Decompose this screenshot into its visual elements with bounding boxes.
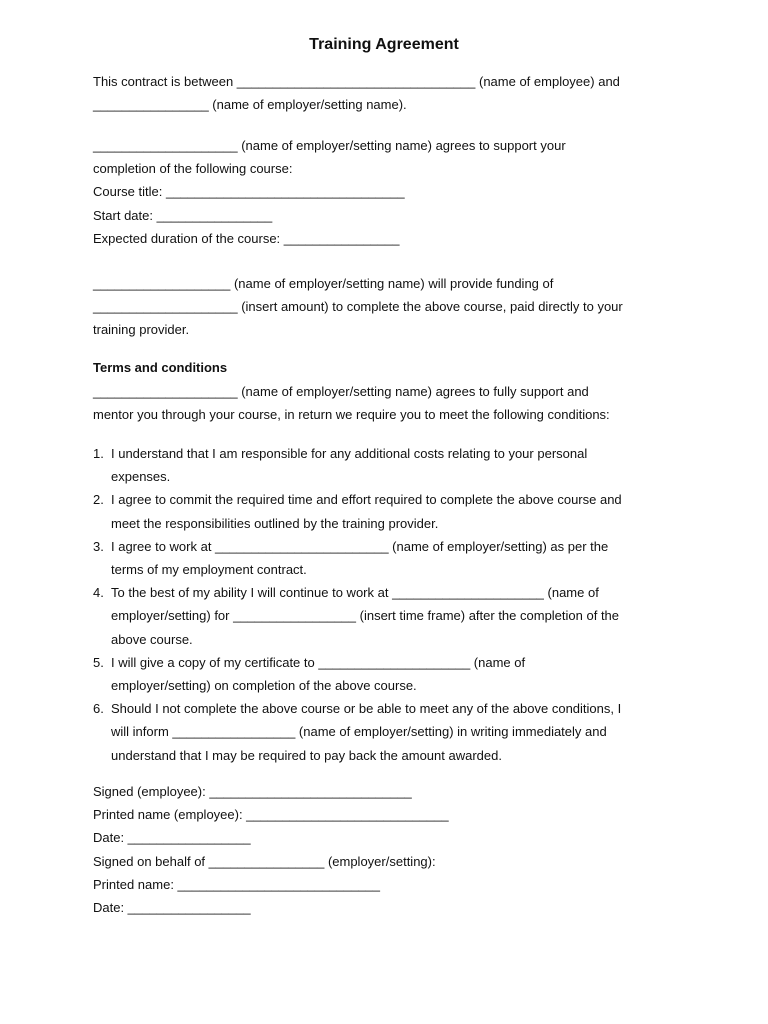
document-title: Training Agreement xyxy=(309,36,459,53)
conditions-list xyxy=(93,442,683,767)
text-line: mentor you through your course, in return we require you to meet the following conditions: xyxy=(93,407,610,423)
signed-employee-field: Signed (employee): ____________________________ xyxy=(93,784,412,799)
text-line: To the best of my ability I will continue to work at _____________________ (name of xyxy=(111,585,599,601)
signed-on-behalf-field: Signed on behalf of ________________ (employer/setting): xyxy=(93,853,436,869)
list-number: 4. xyxy=(93,585,104,601)
list-number: 2. xyxy=(93,492,104,508)
list-item xyxy=(93,488,683,534)
text-line: Should I not complete the above course or be able to meet any of the above conditions, I xyxy=(111,701,622,717)
duration-field: Expected duration of the course: ________________ xyxy=(93,230,400,246)
text-line: I understand that I am responsible for any additional costs relating to your personal xyxy=(111,446,588,461)
list-item xyxy=(93,651,683,697)
text-line: I agree to work at ________________________ (name of employer/setting) as per the xyxy=(111,538,609,554)
list-item xyxy=(93,581,683,651)
text-line: employer/setting) for _________________ (insert time frame) after the completion of the xyxy=(111,608,620,624)
support-paragraph xyxy=(93,134,683,250)
text-line: I will give a copy of my certificate to _____________________ (name of xyxy=(111,654,526,670)
signature-block xyxy=(93,780,683,919)
funding-paragraph xyxy=(93,272,683,342)
course-title-field: Course title: _________________________________ xyxy=(93,184,405,200)
text-line: ________________ (name of employer/setting name). xyxy=(93,97,407,113)
text-line: above course. xyxy=(111,631,193,647)
terms-heading: Terms and conditions xyxy=(93,360,228,375)
text-line: ____________________ (insert amount) to complete the above course, paid directly to your xyxy=(93,299,623,315)
date-field: Date: _________________ xyxy=(93,830,251,846)
list-item xyxy=(93,442,683,488)
text-line: I agree to commit the required time and effort required to complete the above course and xyxy=(111,492,622,508)
text-line: ____________________ (name of employer/setting name) agrees to fully support and xyxy=(93,384,589,399)
text-line: understand that I may be required to pay back the amount awarded. xyxy=(111,747,502,763)
intro-paragraph xyxy=(93,70,683,116)
printed-name-employee-field: Printed name (employee): ____________________________ xyxy=(93,807,449,823)
text-line: This contract is between _________________________________ (name of employee) and xyxy=(93,74,620,89)
text-line: will inform _________________ (name of employer/setting) in writing immediately and xyxy=(111,724,607,740)
list-number: 6. xyxy=(93,701,104,717)
text-line: terms of my employment contract. xyxy=(111,562,307,578)
list-number: 5. xyxy=(93,654,104,670)
text-line: expenses. xyxy=(111,469,171,485)
text-line: ___________________ (name of employer/setting name) will provide funding of xyxy=(93,276,554,291)
text-line: completion of the following course: xyxy=(93,161,293,177)
printed-name-field: Printed name: ____________________________ xyxy=(93,876,380,892)
date-field: Date: _________________ xyxy=(93,900,251,916)
terms-intro xyxy=(93,380,683,426)
list-number: 1. xyxy=(93,446,104,461)
text-line: meet the responsibilities outlined by the training provider. xyxy=(111,515,439,531)
list-item xyxy=(93,535,683,581)
list-number: 3. xyxy=(93,538,104,554)
list-item xyxy=(93,697,683,767)
text-line: training provider. xyxy=(93,322,190,338)
start-date-field: Start date: ________________ xyxy=(93,207,273,223)
text-line: employer/setting) on completion of the above course. xyxy=(111,678,417,694)
text-line: ____________________ (name of employer/setting name) agrees to support your xyxy=(93,138,566,153)
